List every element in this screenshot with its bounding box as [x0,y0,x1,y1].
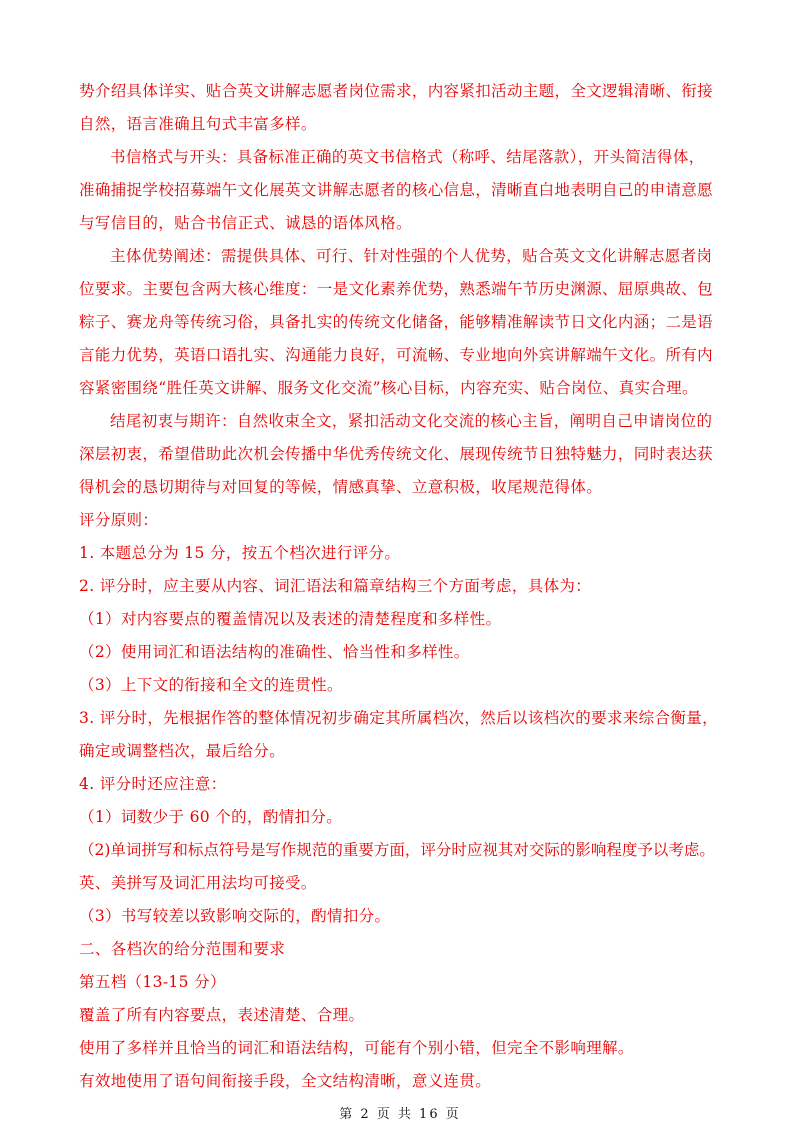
principle-item-2: 2. 评分时，应主要从内容、词汇语法和篇章结构三个方面考虑，具体为： [79,577,592,595]
principle-sub-item-1: （1）对内容要点的覆盖情况以及表述的清楚程度和多样性。 [79,610,502,628]
principle-note-2-line-2: 英、美拼写及词汇用法均可接受。 [79,874,317,892]
guide-paragraph-1-line-1: 势介绍具体详实、贴合英文讲解志愿者岗位需求，内容紧扣活动主题，全文逻辑清晰、衔接 [79,82,714,100]
guide-paragraph-2-line-1: 书信格式与开头：具备标准正确的英文书信格式（称呼、结尾落款），开头简洁得体， [110,148,705,166]
tier-5-item-1: 覆盖了所有内容要点，表述清楚、合理。 [79,1006,365,1024]
guide-paragraph-3-line-2: 位要求。主要包含两大核心维度：一是文化素养优势，熟悉端午节历史渊源、屈原典故、包 [79,280,714,298]
guide-paragraph-4-line-1: 结尾初衷与期许：自然收束全文，紧扣活动文化交流的核心主旨，阐明自己申请岗位的 [110,412,713,430]
principle-sub-item-3: （3）上下文的衔接和全文的连贯性。 [79,676,343,694]
principle-note-2-line-1: （2)单词拼写和标点符号是写作规范的重要方面，评分时应视其对交际的影响程度予以考虑。 [79,841,715,859]
principle-sub-item-2: （2）使用词汇和语法结构的准确性、恰当性和多样性。 [79,643,470,661]
page-number-footer: 第 2 页 共 16 页 [339,1107,461,1122]
principles-title: 评分原则： [79,511,159,529]
guide-paragraph-1-line-2: 自然，语言准确且句式丰富多样。 [79,115,317,133]
principle-item-3-line-1: 3. 评分时，先根据作答的整体情况初步确定其所属档次，然后以该档次的要求来综合衡量， [79,709,718,727]
guide-paragraph-2-line-3: 与写信目的，贴合书信正式、诚恳的语体风格。 [79,214,412,232]
guide-paragraph-3-line-5: 容紧密围绕“胜任英文讲解、服务文化交流”核心目标，内容充实、贴合岗位、真实合理。 [79,379,698,397]
principle-item-1: 1. 本题总分为 15 分，按五个档次进行评分。 [79,544,401,562]
guide-paragraph-4-line-2: 深层初衷，希望借助此次机会传播中华优秀传统文化、展现传统节日独特魅力，同时表达获 [79,445,714,463]
principle-note-3: （3）书写较差以致影响交际的，酌情扣分。 [79,907,391,925]
principle-item-3-line-2: 确定或调整档次，最后给分。 [79,742,286,760]
section-2-title: 二、各档次的给分范围和要求 [79,940,286,958]
tier-5-item-2: 使用了多样并且恰当的词汇和语法结构，可能有个别小错，但完全不影响理解。 [79,1039,634,1057]
principle-note-1: （1）词数少于 60 个的，酌情扣分。 [79,808,343,826]
guide-paragraph-2-line-2: 准确捕捉学校招募端午文化展英文讲解志愿者的核心信息，清晰直白地表明自己的申请意愿 [79,181,714,199]
guide-paragraph-3-line-4: 言能力优势，英语口语扎实、沟通能力良好，可流畅、专业地向外宾讲解端午文化。所有内 [79,346,714,364]
guide-paragraph-3-line-1: 主体优势阐述：需提供具体、可行、针对性强的个人优势，贴合英文文化讲解志愿者岗 [110,247,713,265]
guide-paragraph-3-line-3: 粽子、赛龙舟等传统习俗，具备扎实的传统文化储备，能够精准解读节日文化内涵；二是语 [79,313,714,331]
tier-5-item-3: 有效地使用了语句间衔接手段，全文结构清晰，意义连贯。 [79,1072,492,1090]
guide-paragraph-4-line-3: 得机会的恳切期待与对回复的等候，情感真挚、立意积极，收尾规范得体。 [79,478,603,496]
principle-item-4: 4. 评分时还应注意： [79,775,227,793]
tier-5-title: 第五档（13-15 分） [79,973,226,991]
